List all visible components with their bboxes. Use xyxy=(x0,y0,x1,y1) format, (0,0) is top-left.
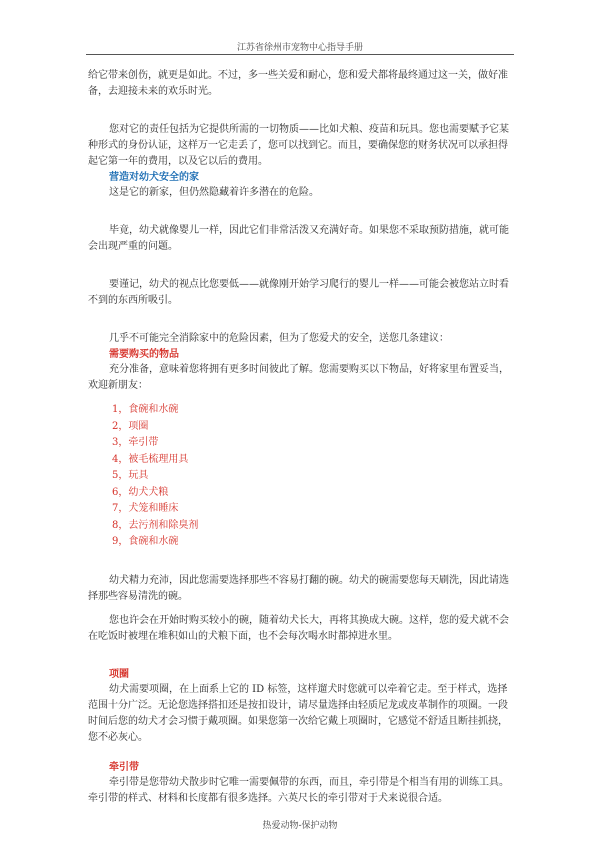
list-item: 1，食碗和水碗 xyxy=(112,404,179,415)
section-heading-items: 需要购买的物品 xyxy=(109,349,179,360)
paragraph: 您对它的责任包括为它提供所需的一切物质——比如犬粮、疫苗和玩具。您也需要赋予它某种形式的身份认证，这样万一它走丢了，您可以找到它。而且，要确保您的财务状况可以承担得起它第一年的费用，以及它以后的费用。 xyxy=(88,124,509,167)
list-item: 3，牵引带 xyxy=(112,437,159,448)
section-heading-leash: 牵引带 xyxy=(109,761,139,773)
paragraph: 您也许会在开始时购买较小的碗，随着幼犬长大，再将其换成大碗。这样，您的爱犬就不会在吃饭时被埋在堆积如山的犬粮下面，也不会每次喝水时都掉进水里。 xyxy=(88,614,509,642)
paragraph: 幼犬需要项圈，在上面系上它的 ID 标签，这样遛犬时您就可以牵着它走。至于样式，选择范围十分广泛。无论您选择搭扣还是按扣设计，请尽量选择由轻质尼龙或皮革制作的项圈。一段时间后您的幼犬才会习惯于戴项圈。如果您第一次给它戴上项圈时，它感觉不舒适且断挂抓挠，您不必灰心。 xyxy=(88,683,508,743)
paragraph: 毕竟，幼犬就像婴儿一样，因此它们非常活泼又充满好奇。如果您不采取预防措施，就可能会出现严重的问题。 xyxy=(88,225,509,252)
list-item: 7，犬笼和睡床 xyxy=(112,503,179,514)
page-header: 江苏省徐州市宠物中心指导手册 xyxy=(236,43,363,53)
list-item: 2，项圈 xyxy=(112,420,149,432)
header-divider xyxy=(86,54,514,55)
list-item: 9，食碗和水碗 xyxy=(112,536,179,547)
document-body xyxy=(88,68,516,807)
list-item: 4，被毛梳理用具 xyxy=(112,453,189,465)
section-heading-safe-home: 营造对幼犬安全的家 xyxy=(109,172,199,183)
paragraph: 给它带来创伤，就更是如此。不过，多一些关爱和耐心，您和爱犬都将最终通过这一关，做好准备，去迎接未来的欢乐时光。 xyxy=(88,70,508,97)
shopping-list xyxy=(88,402,516,551)
list-item: 5，玩具 xyxy=(112,470,149,481)
paragraph: 充分准备，意味着您将拥有更多时间彼此了解。您需要购买以下物品，好将家里布置妥当，欢迎新朋友： xyxy=(88,364,509,391)
page-footer: 热爱动物-保护动物 xyxy=(262,821,338,831)
paragraph: 几乎不可能完全消除家中的危险因素，但为了您爱犬的安全，送您几条建议： xyxy=(109,333,449,344)
list-item: 8，去污剂和除臭剂 xyxy=(112,519,199,531)
paragraph: 幼犬精力充沛，因此您需要选择那些不容易打翻的碗。幼犬的碗需要您每天刷洗，因此请选择那些容易清洗的碗。 xyxy=(88,574,509,602)
paragraph: 这是它的新家，但仍然隐藏着许多潜在的危险。 xyxy=(109,187,319,198)
paragraph: 要谨记，幼犬的视点比您要低——就像刚开始学习爬行的婴儿一样——可能会被您站立时看不到的东西所吸引。 xyxy=(88,279,509,306)
list-item: 6，幼犬犬粮 xyxy=(112,486,169,498)
section-heading-collar: 项圈 xyxy=(109,668,129,680)
paragraph: 牵引带是您带幼犬散步时它唯一需要佩带的东西，而且，牵引带是个相当有用的训练工具。牵引带的样式、材料和长度都有很多选择。六英尺长的牵引带对于犬来说很合适。 xyxy=(88,776,509,804)
